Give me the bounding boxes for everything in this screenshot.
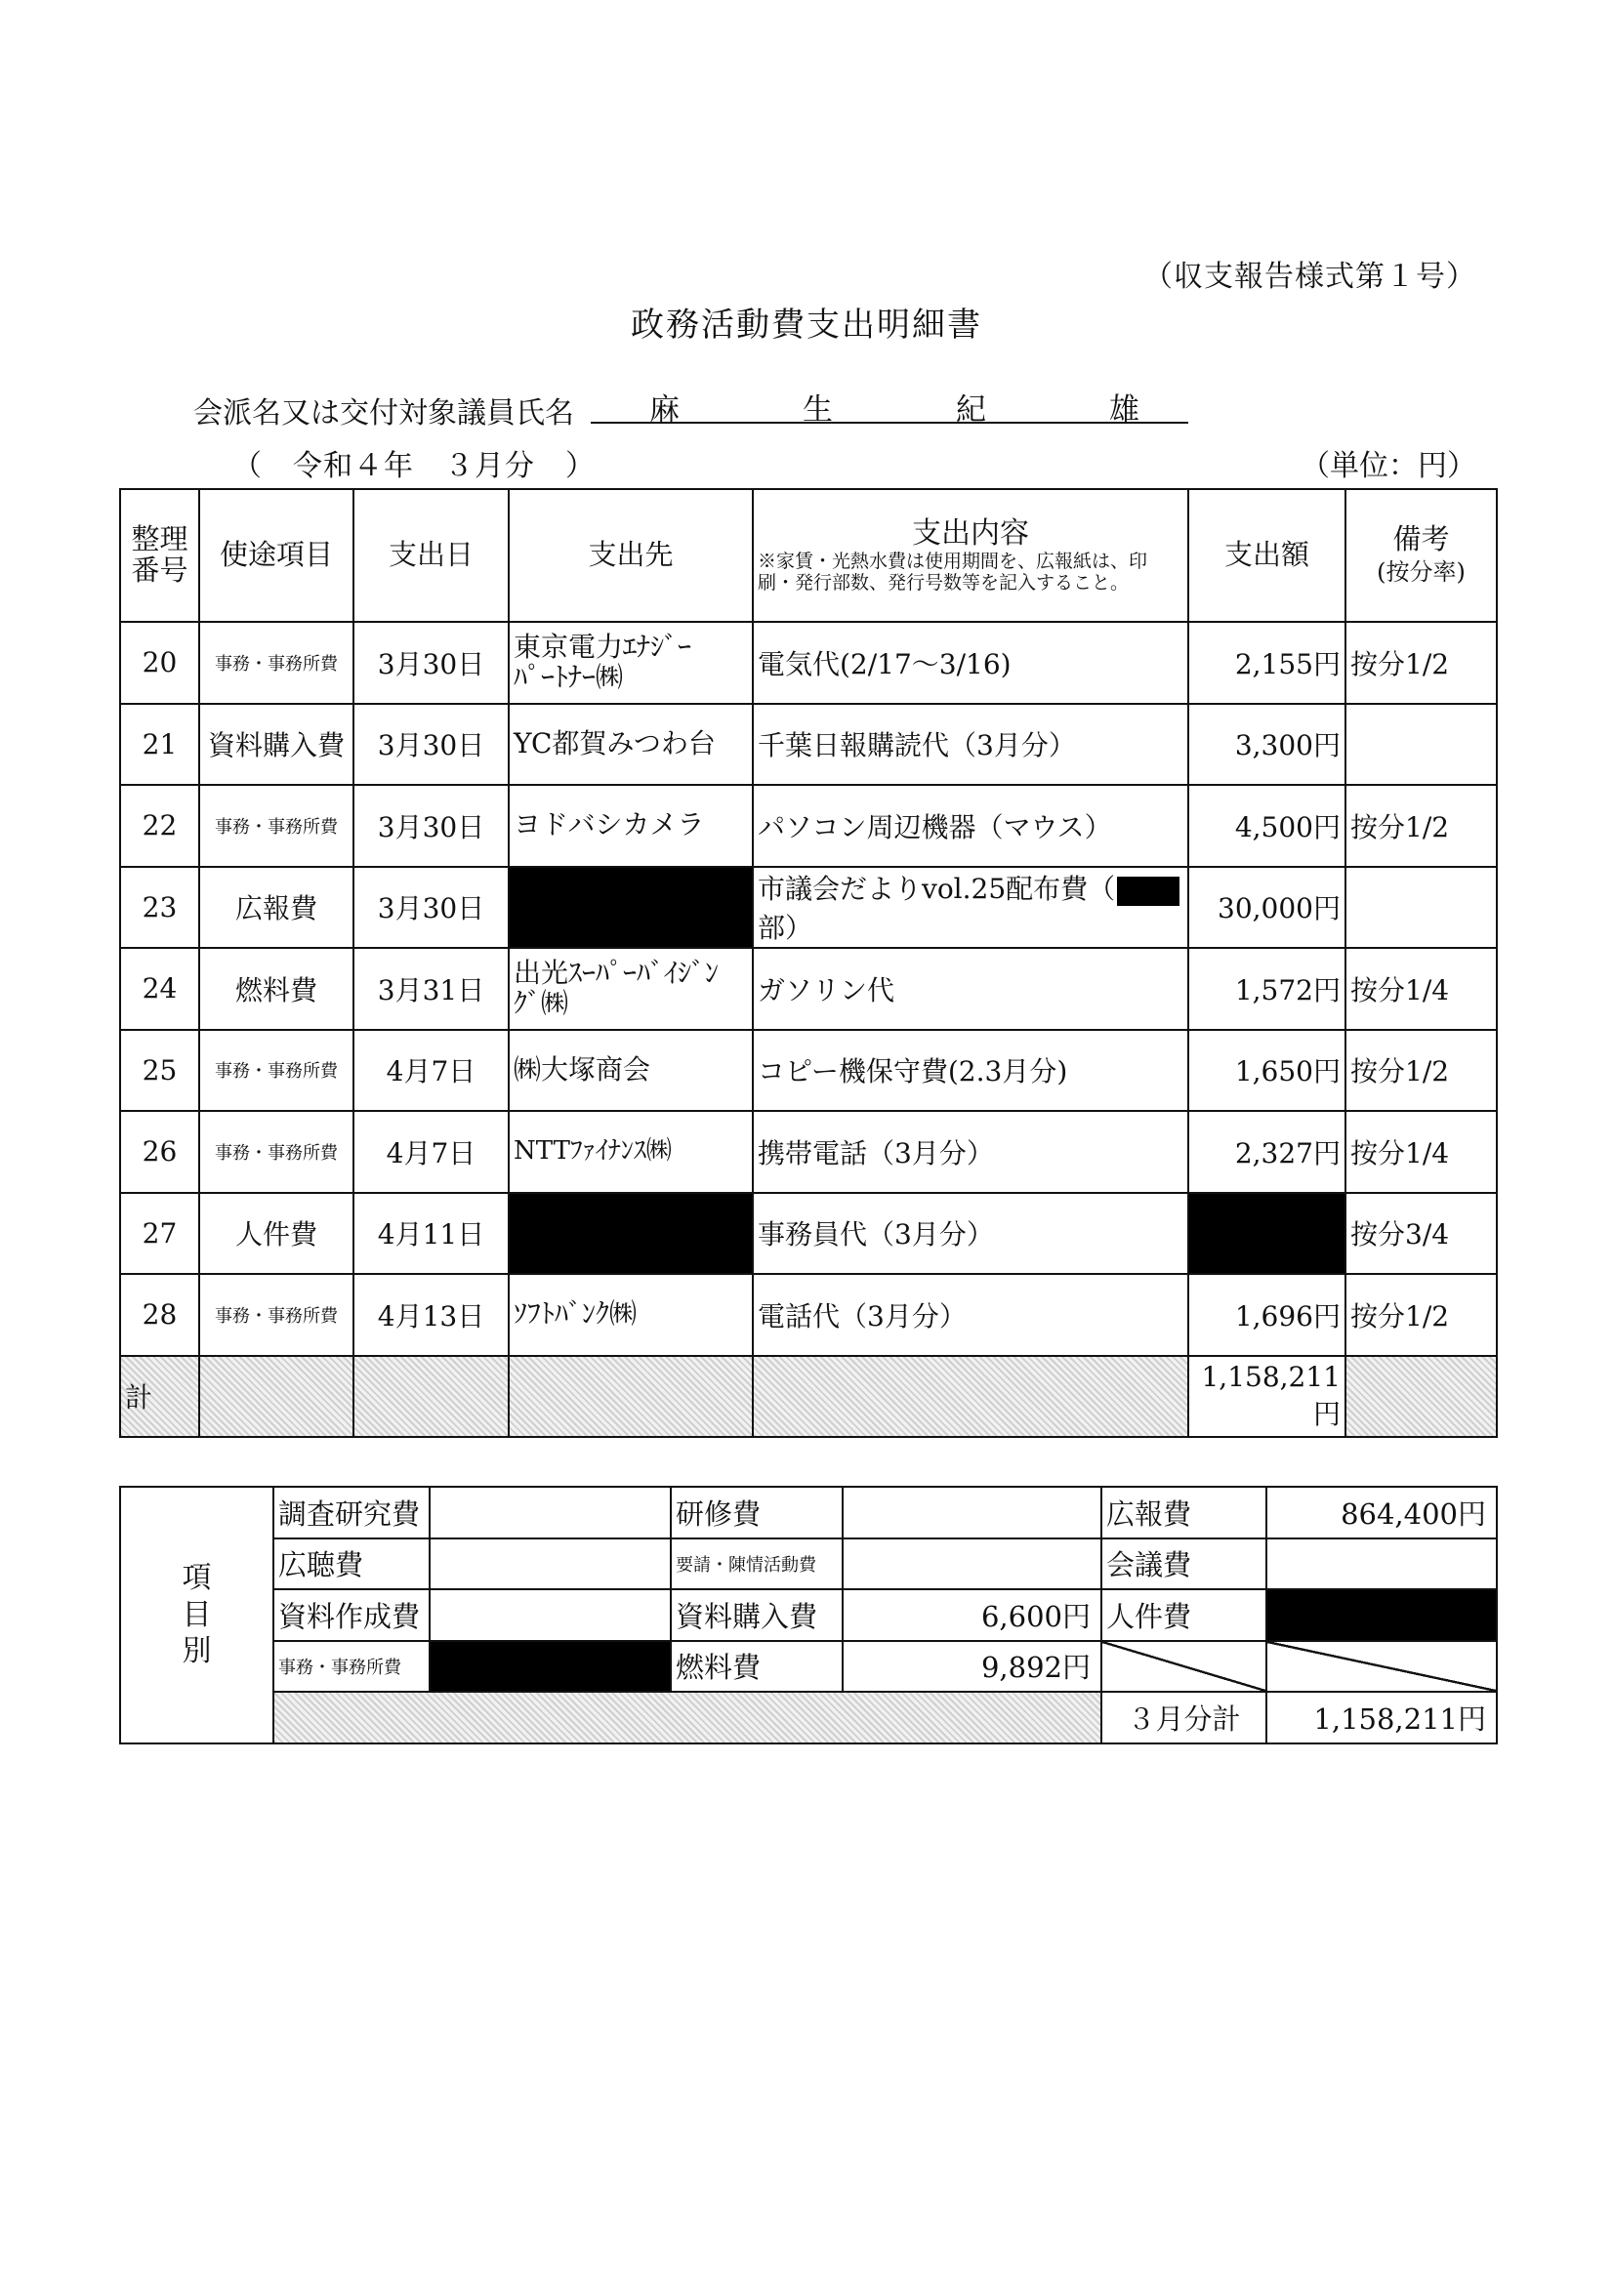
total-row bbox=[120, 1356, 1497, 1438]
col-header-note: 備考 (按分率) bbox=[1345, 489, 1497, 622]
document-title: 政務活動費支出明細書 bbox=[631, 306, 982, 345]
member-name bbox=[591, 385, 1188, 428]
member-name-char: 生 bbox=[803, 392, 833, 428]
category-summary-table bbox=[119, 1486, 1498, 1744]
redacted-personnel-total bbox=[1266, 1589, 1497, 1641]
report-period: （ 令和４年 ３月分 ） bbox=[232, 449, 596, 483]
by-category-label: 項 目 別 bbox=[120, 1487, 273, 1743]
summary-total-row bbox=[120, 1692, 1497, 1743]
payee-cell: 東京電力ｴﾅｼﾞｰ ﾊﾟｰﾄﾅｰ㈱ bbox=[509, 622, 753, 704]
description-header-main: 支出内容 bbox=[912, 515, 1029, 551]
summary-row: 広聴費 要請・陳情活動費 会議費 bbox=[120, 1538, 1497, 1590]
table-row: 27 人件費 4月11日 事務員代（3月分） 按分3/4 bbox=[120, 1193, 1497, 1275]
col-header-payee: 支出先 bbox=[509, 489, 753, 622]
col-header-description bbox=[753, 489, 1188, 622]
table-row: 28 事務・事務所費 4月13日 ｿﾌﾄﾊﾞﾝｸ㈱ 電話代（3月分） 1,696円 按分1/2 bbox=[120, 1274, 1497, 1356]
payee-cell: 出光ｽｰﾊﾟｰﾊﾞｲｼﾞﾝ ｸﾞ㈱ bbox=[509, 948, 753, 1030]
table-row: 21 資料購入費 3月30日 YC都賀みつわ台 千葉日報購読代（3月分） 3,300円 bbox=[120, 704, 1497, 786]
diagonal-blank bbox=[1266, 1641, 1497, 1693]
member-label: 会派名又は交付対象議員氏名 bbox=[193, 396, 574, 430]
form-number: （収支報告様式第１号） bbox=[1143, 260, 1476, 294]
member-name-char: 紀 bbox=[956, 392, 986, 428]
diagonal-blank bbox=[1101, 1641, 1266, 1693]
monthly-total-label: ３月分計 bbox=[1101, 1692, 1266, 1743]
member-name-char: 麻 bbox=[649, 392, 680, 428]
col-header-amount: 支出額 bbox=[1188, 489, 1345, 622]
summary-row: 資料作成費 資料購入費 6,600円 人件費 bbox=[120, 1589, 1497, 1641]
table-row: 22 事務・事務所費 3月30日 ヨドバシカメラ パソコン周辺機器（マウス） 4,500円 按分1/2 bbox=[120, 785, 1497, 867]
table-header-row bbox=[120, 489, 1497, 622]
table-row: 23 広報費 3月30日 市議会だよりvol.25配布費（部） 30,000円 bbox=[120, 867, 1497, 949]
description-cell: 市議会だよりvol.25配布費（部） bbox=[753, 867, 1188, 949]
total-label: 計 bbox=[120, 1356, 199, 1438]
redacted-payee bbox=[509, 1193, 753, 1275]
member-name-char: 雄 bbox=[1109, 392, 1139, 428]
table-row: 26 事務・事務所費 4月7日 NTTﾌｧｲﾅﾝｽ㈱ 携帯電話（3月分） 2,327円 按分1/4 bbox=[120, 1111, 1497, 1193]
table-row: 25 事務・事務所費 4月7日 ㈱大塚商会 コピー機保守費(2.3月分) 1,650円 按分1/2 bbox=[120, 1030, 1497, 1112]
summary-row: 項 目 別 調査研究費 研修費 広報費 864,400円 bbox=[120, 1487, 1497, 1538]
summary-row: 事務・事務所費 燃料費 9,892円 bbox=[120, 1641, 1497, 1693]
redacted-office-total bbox=[430, 1641, 671, 1693]
table-row: 24 燃料費 3月31日 出光ｽｰﾊﾟｰﾊﾞｲｼﾞﾝ ｸﾞ㈱ ガソリン代 1,572円 按分1/4 bbox=[120, 948, 1497, 1030]
redacted-payee bbox=[509, 867, 753, 949]
total-amount: 1,158,211円 bbox=[1188, 1356, 1345, 1438]
redacted-count bbox=[1117, 877, 1179, 906]
unit-label: （単位：円） bbox=[1301, 449, 1476, 483]
col-header-category: 使途項目 bbox=[199, 489, 353, 622]
col-header-number: 整理 番号 bbox=[120, 489, 199, 622]
redacted-amount bbox=[1188, 1193, 1345, 1275]
table-row: 20 事務・事務所費 3月30日 東京電力ｴﾅｼﾞｰ ﾊﾟｰﾄﾅｰ㈱ 電気代(2/17～3/16) 2,155円 按分1/2 bbox=[120, 622, 1497, 704]
expenditure-table bbox=[119, 488, 1498, 1438]
col-header-date: 支出日 bbox=[353, 489, 509, 622]
description-header-note: ※家賃・光熱水費は使用期間を、広報紙は、印刷・発行部数、発行号数等を記入すること。 bbox=[758, 550, 1148, 594]
monthly-total-value: 1,158,211円 bbox=[1266, 1692, 1497, 1743]
